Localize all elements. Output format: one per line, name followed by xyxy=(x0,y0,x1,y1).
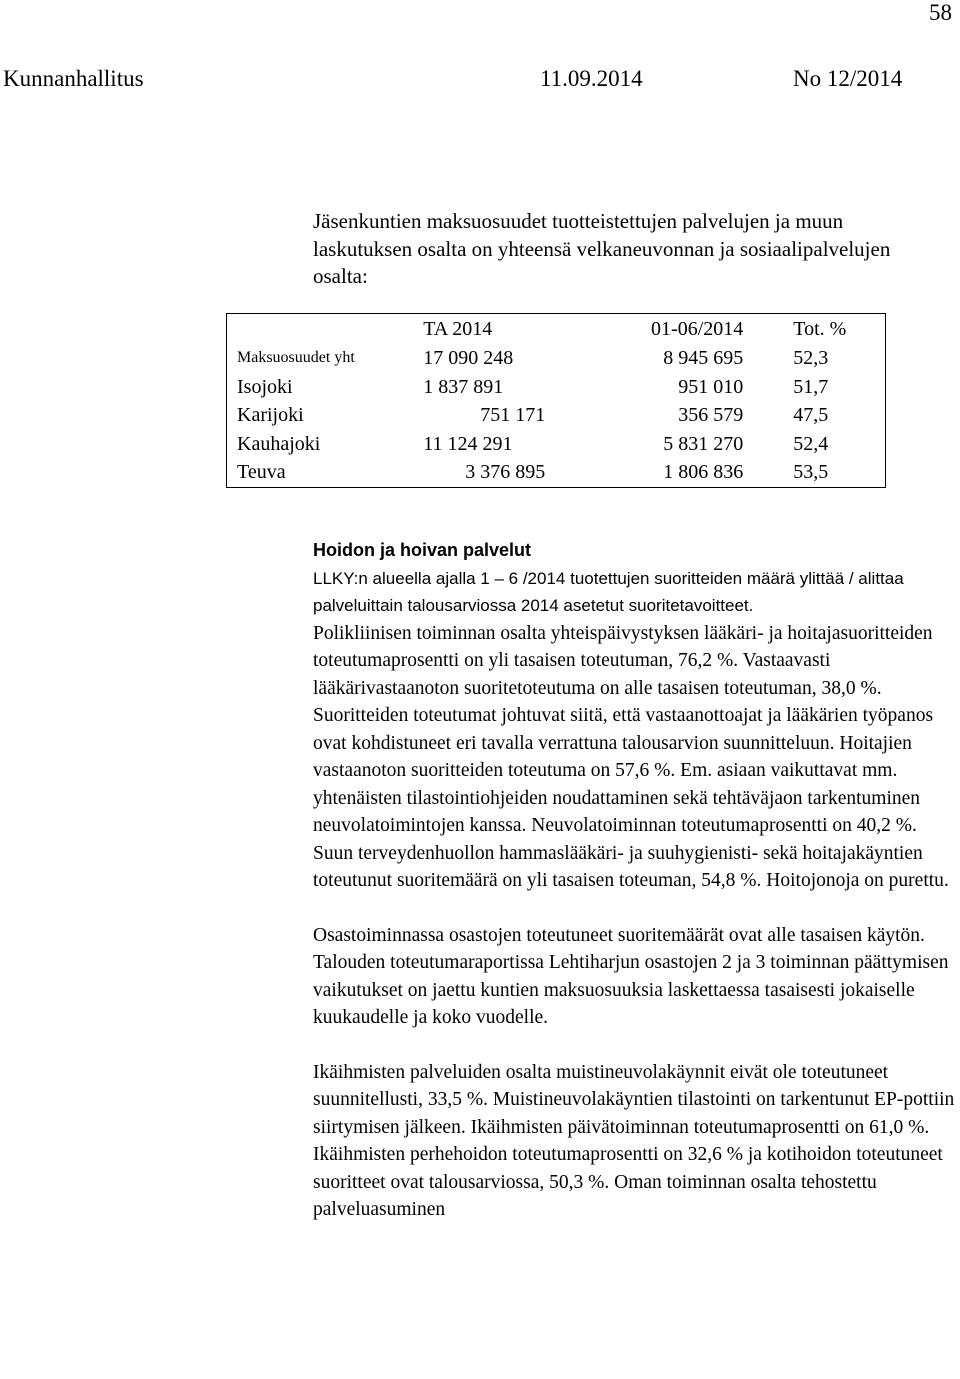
table-cell: 5 831 270 xyxy=(663,432,744,455)
intro-paragraph xyxy=(313,208,943,291)
table-row xyxy=(227,373,886,402)
table-cell: 17 090 248 xyxy=(423,347,514,369)
section-paragraph: Ikäihmisten palveluiden osalta muistineuvolakäynnit eivät ole toteutuneet suunnitellusti, 33,5 %. Muistineuvolakäyntien tilastointi on tarkentunut EP-pottiin siirtymisen jälkeen. Ikäihmisten päivätoiminnan toteutumaprosentti on 61,0 %. Ikäihmisten perhehoidon toteutumaprosentti on 32,6 % ja kotihoidon toteutuneet suoritteet ovat talousarviossa, 50,3 %. Oman toiminnan osalta tehostettu palveluasuminen xyxy=(313,1061,955,1220)
table-cell: 1 806 836 xyxy=(663,461,744,483)
table-cell: 751 171 xyxy=(480,404,546,426)
table-header-row xyxy=(227,314,886,345)
table-cell-label: Karijoki xyxy=(237,404,304,426)
table-cell: 951 010 xyxy=(678,375,744,398)
table-header-cell: TA 2014 xyxy=(423,317,493,340)
section-body xyxy=(313,537,955,1251)
section-lead: LLKY:n alueella ajalla 1 – 6 /2014 tuotettujen suoritteiden määrä ylittää / alittaa palveluittain talousarviossa 2014 asetetut suoritetavoitteet. xyxy=(313,568,904,615)
table-cell-label: Maksuosuudet yht xyxy=(237,349,355,366)
table-cell: 3 376 895 xyxy=(465,461,546,483)
table-cell: 53,5 xyxy=(793,461,829,483)
table-cell-label: Kauhajoki xyxy=(237,432,321,455)
table-cell: 1 837 891 xyxy=(423,375,504,398)
table-cell: 52,3 xyxy=(793,347,829,369)
table-cell: 356 579 xyxy=(678,404,744,426)
table-row xyxy=(227,430,886,459)
table-cell: 11 124 291 xyxy=(423,432,513,455)
table-cell: 51,7 xyxy=(793,375,829,398)
table-cell-label: Isojoki xyxy=(237,375,293,398)
section-paragraph: Osastoiminnassa osastojen toteutuneet suoritemäärät ovat alle tasaisen käytön. Talouden toteutumaraportissa Lehtiharjun osastojen 2 ja 3 toiminnan päättymisen vaikutukset on jaettu kuntien maksuosuuksia laskettaessa tasaisesti jokaiselle kuukaudelle ja koko vuodelle. xyxy=(313,924,949,1028)
table-header-cell xyxy=(227,314,410,345)
header-number: No 12/2014 xyxy=(793,66,903,91)
table-row xyxy=(227,458,886,487)
table-cell: 47,5 xyxy=(793,404,829,426)
table-cell: 8 945 695 xyxy=(663,347,744,369)
table-header-cell: 01-06/2014 xyxy=(651,317,744,340)
header-organization: Kunnanhallitus xyxy=(3,66,144,91)
table-row xyxy=(227,401,886,430)
table-header-cell: Tot. % xyxy=(793,317,847,340)
header-date: 11.09.2014 xyxy=(540,66,643,91)
section-paragraph: Polikliinisen toiminnan osalta yhteispäivystyksen lääkäri- ja hoitajasuoritteiden toteutumaprosentti on yli tasaisen toteutuman, 76,2 %. Vastaavasti lääkärivastaanoton suoritetoteutuma on alle tasaisen toteutuman, 38,0 %. Suoritteiden toteutumat johtuvat siitä, että vastaanottoajat ja lääkärien työpanos ovat kohdistuneet eri tavalla verrattuna talousarvion suunnitteluun. Hoitajien vastaanoton suoritteiden toteutuma on 57,6 %. Em. asiaan vaikuttavat mm. yhtenäisten tilastointiohjeiden noudattaminen sekä tehtäväjaon tarkentuminen neuvolatoimintojen kanssa. Neuvolatoiminnan toteutumaprosentti on 40,2 %. Suun terveydenhuollon hammaslääkäri- ja suuhygienisti- sekä hoitajakäyntien toteutunut suoritemäärä on yli tasaisen toteuman, 54,8 %. Hoitojonoja on purettu. xyxy=(313,622,949,891)
table-row xyxy=(227,344,886,373)
section-title: Hoidon ja hoivan palvelut xyxy=(313,540,532,560)
fee-share-table xyxy=(226,313,886,488)
page-number: 58 xyxy=(929,0,952,25)
table-cell: 52,4 xyxy=(793,432,829,455)
table-cell-label: Teuva xyxy=(237,461,286,483)
intro-text: Jäsenkuntien maksuosuudet tuotteistettujen palvelujen ja muun laskutuksen osalta on yhteensä velkaneuvonnan ja sosiaalipalvelujen osalta: xyxy=(313,209,891,288)
